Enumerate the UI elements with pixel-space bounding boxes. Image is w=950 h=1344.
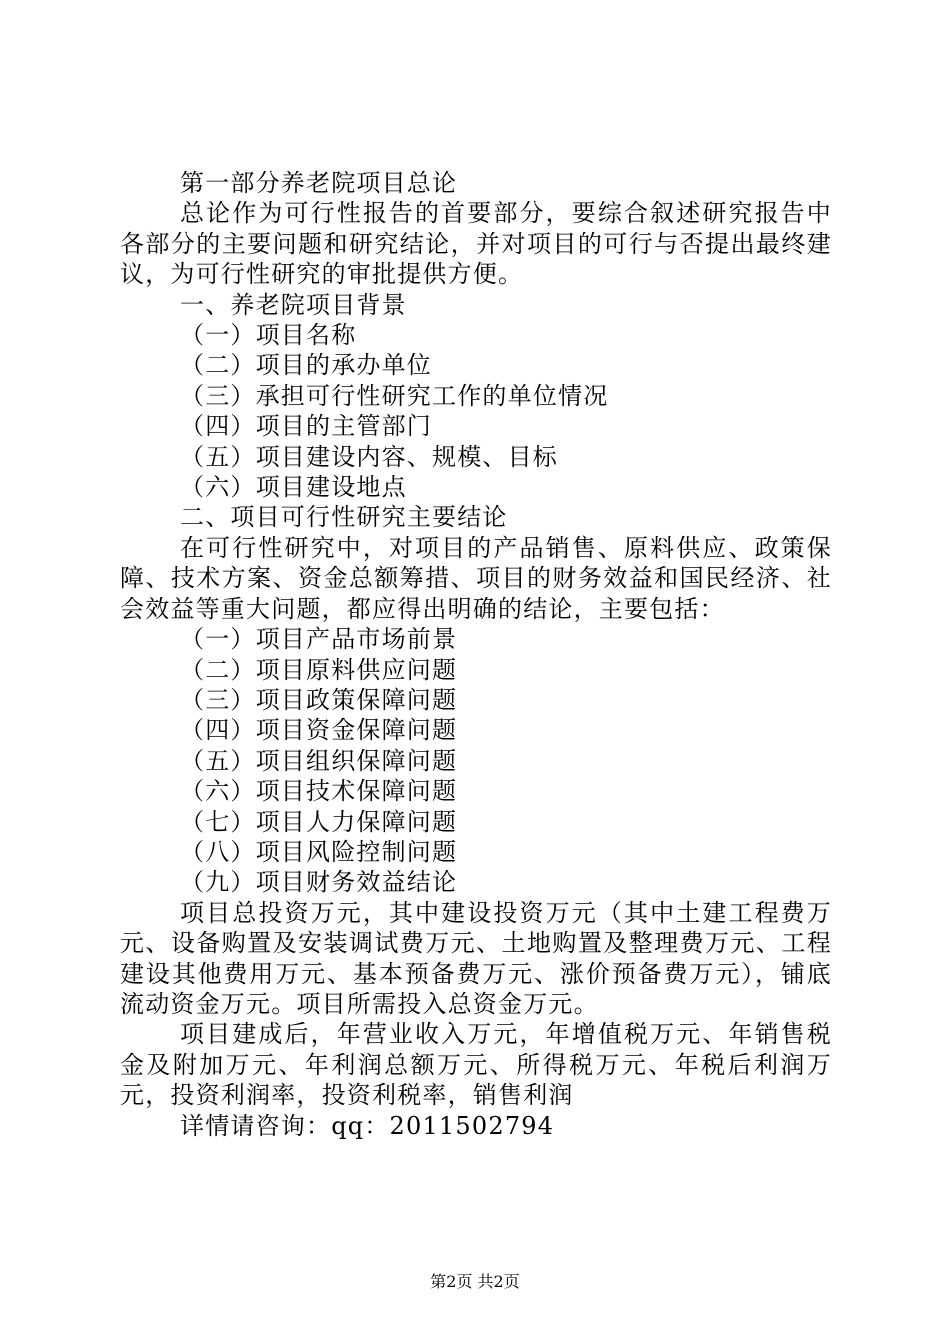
contact-line: 详情请咨询：qq：2011502794 xyxy=(180,1111,555,1140)
list-item: （五）项目建设内容、规模、目标 xyxy=(180,442,558,471)
list-item: （二）项目原料供应问题 xyxy=(180,655,458,684)
list-item: （一）项目产品市场前景 xyxy=(180,625,458,654)
list-item: （六）项目建设地点 xyxy=(180,473,407,502)
list-item: （七）项目人力保障问题 xyxy=(180,807,458,836)
section-heading: 第一部分养老院项目总论 xyxy=(180,169,458,197)
document-body xyxy=(120,168,832,1141)
list-item: （一）项目名称 xyxy=(180,321,357,350)
list-item: （六）项目技术保障问题 xyxy=(180,777,458,806)
list-item: （五）项目组织保障问题 xyxy=(180,746,458,775)
list-item: （四）项目资金保障问题 xyxy=(180,716,458,745)
body-paragraph: 项目建成后，年营业收入万元，年增值税万元、年销售税金及附加万元、年利润总额万元、所得税万元、年税后利润万元，投资利润率，投资利税率，销售利润 xyxy=(120,1020,832,1110)
page-footer xyxy=(0,1272,950,1292)
list-item: （三）项目政策保障问题 xyxy=(180,685,458,714)
section-heading: 一、养老院项目背景 xyxy=(180,290,407,319)
list-item: （九）项目财务效益结论 xyxy=(180,868,458,897)
list-item: （三）承担可行性研究工作的单位情况 xyxy=(180,381,609,410)
list-item: （四）项目的主管部门 xyxy=(180,412,432,441)
list-item: （八）项目风险控制问题 xyxy=(180,837,458,866)
list-item: （二）项目的承办单位 xyxy=(180,351,432,380)
body-paragraph: 在可行性研究中，对项目的产品销售、原料供应、政策保障、技术方案、资金总额筹措、项目的财务效益和国民经济、社会效益等重大问题，都应得出明确的结论，主要包括： xyxy=(120,533,832,623)
page-number: 第2页 共2页 xyxy=(430,1272,520,1291)
body-paragraph: 总论作为可行性报告的首要部分，要综合叙述研究报告中各部分的主要问题和研究结论，并对项目的可行与否提出最终建议，为可行性研究的审批提供方便。 xyxy=(120,199,832,289)
section-heading: 二、项目可行性研究主要结论 xyxy=(180,503,508,532)
body-paragraph: 项目总投资万元，其中建设投资万元（其中土建工程费万元、设备购置及安装调试费万元、土地购置及整理费万元、工程建设其他费用万元、基本预备费万元、涨价预备费万元），铺底流动资金万元。项目所需投入总资金万元。 xyxy=(120,898,832,1018)
